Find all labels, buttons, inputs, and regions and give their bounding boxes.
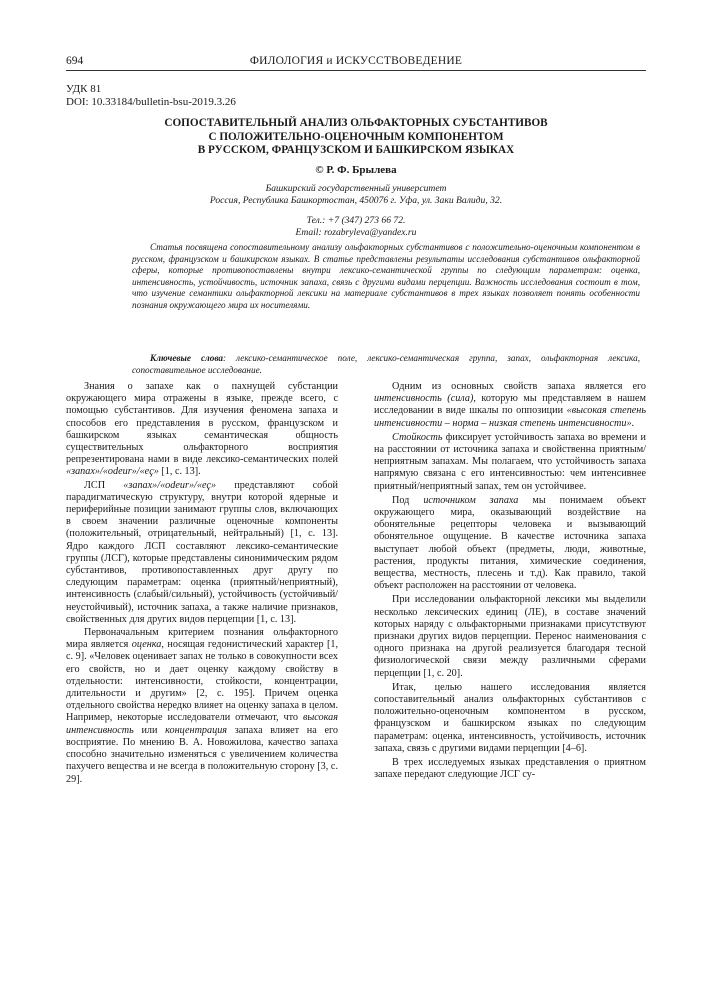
abstract: Статья посвящена сопоставительному анализу ольфакторных субстантивов с положительно-оценочным компонентом в русском, французском и башкирском языках. В статье представлены результаты исследования субстантивов ольфакторной сферы, которые противопоставлены внутри лексико-семантической группы по следующим параметрам: оценка, интенсивность, устойчивость, источник запаха, связь с другими видами перцепции. Важность исследования состоит в том, что изучение семантики ольфакторной лексики на материале субстантивов в трех языках позволяет понять особенности познания окружающего мира их носителями. <box>132 242 640 310</box>
phone: Тел.: +7 (347) 273 66 72. <box>306 215 406 226</box>
affiliation-institution: Башкирский государственный университет <box>265 183 447 194</box>
keywords-label: Ключевые слова <box>150 353 223 363</box>
title-line-3: В РУССКОМ, ФРАНЦУЗСКОМ И БАШКИРСКОМ ЯЗЫКАХ <box>197 144 515 156</box>
article-title <box>66 117 646 158</box>
right-column <box>374 381 646 784</box>
paragraph: Под источником запаха мы понимаем объект окружающего мира, оказывающий воздействие на обонятельные рецепторы человека и вызывающий обонятельное ощущение. В качестве источника запаха выступает любой объект (предметы, люди, животные, растения, продукты питания, химические соединения, вещества, местность, плесень и т.д). Как правило, такой объект расположен на расстоянии от человека. <box>374 494 646 592</box>
affiliation <box>66 183 646 207</box>
keywords <box>132 353 640 376</box>
paragraph: Итак, целью нашего исследования является сопоставительный анализ ольфакторных субстантивов с положительно-оценочным компонентом в русском, французском и башкирском языках по следующим параметрам: оценка, интенсивность, устойчивость, источник запаха, связь с другими видами перцепции [4–6]. <box>374 681 646 754</box>
paragraph: Стойкость фиксирует устойчивость запаха во времени и на расстоянии от источника запаха и свойственна приятным/неприятным запахам. Мы полагаем, что устойчивость запаха напрямую связана с его интенсивностью: чем интенсивнее приятный/неприятный запах, тем он устойчивее. <box>374 431 646 492</box>
author: © Р. Ф. Брылева <box>315 164 397 176</box>
title-line-1: СОПОСТАВИТЕЛЬНЫЙ АНАЛИЗ ОЛЬФАКТОРНЫХ СУБСТАНТИВОВ <box>164 117 548 129</box>
paragraph: ЛСП «запах»/«odeur»/«еҫ» представляют собой парадигматическую структуру, внутри которой ядерные и периферийные позиции занимают группы слов, включающих в своем значении различные оценочные компоненты (положительный, отрицательный, нейтральный) [1, с. 13]. Ядро каждого ЛСП составляют лексико-семантические группы (ЛСГ), которые представлены синонимическим рядом субстантивов, противопоставленных друг другу по следующим параметрам: оценка (приятный/неприятный), интенсивность (слабый/сильный), устойчивость (устойчивый/неустойчивый), источник запаха, а также наличие признаков, свойственных для других видов перцепции [1, с. 13]. <box>66 479 338 625</box>
paragraph: В трех исследуемых языках представления о приятном запахе передают следующие ЛСГ су- <box>374 757 646 781</box>
email: Email: rozabryleva@yandex.ru <box>295 227 417 238</box>
udk-code: УДК 81 <box>66 83 102 95</box>
page-number: 694 <box>66 55 84 67</box>
paragraph: Знания о запахе как о пахнущей субстанции окружающего мира отражены в языке, прежде всего, с помощью субстантивов. Для изучения феномена запаха и способов его представления в русском, французском и башкирском языках семантическая общность существительных ольфакторного восприятия репрезентирована нами в виде лексико-семантических полей «запах»/«odeur»/«еҫ» [1, с. 13]. <box>66 381 338 478</box>
keywords-text: : лексико-семантическое поле, лексико-семантическая группа, запах, ольфакторная лексика, сопоставительное исследование. <box>132 353 640 375</box>
paragraph: Одним из основных свойств запаха является его интенсивность (сила), которую мы представляем в нашем исследовании в виде шкалы по оппозиции «высокая степень интенсивности – норма – низкая степень интенсивности». <box>374 381 646 429</box>
left-column <box>66 381 338 786</box>
contact-info <box>66 215 646 239</box>
paragraph: При исследовании ольфакторной лексики мы выделили несколько лексических единиц (ЛЕ), в составе значений которых наряду с ольфакторными признаками присутствуют признаки других видов перцепции. Перенос наименования с одного признака на другой реализуется благодаря тесной физиологической связи между различными сферами перцепции [1, с. 20]. <box>374 594 646 679</box>
paragraph: Первоначальным критерием познания ольфакторного мира является оценка, носящая гедонистический характер [1, с. 9]. «Человек оценивает запах не только в совокупности всех его свойств, но и дает оценку каждому свойству в отдельности: интенсивности, стойкости, концентрации, длительности и другим» [2, с. 195]. Причем оценка отдельного свойства нередко влияет на оценку запаха в целом. Например, некоторые исследователи отмечают, что высокая интенсивность или концентрация запаха влияет на его восприятие. По мнению В. А. Новожилова, качество запаха способно значительно изменяться с увеличением количества пахучего вещества и не всегда в положительную сторону [3, с. 29]. <box>66 627 338 785</box>
running-header <box>66 54 646 71</box>
journal-section-title: ФИЛОЛОГИЯ и ИСКУССТВОВЕДЕНИЕ <box>249 55 463 67</box>
article-meta <box>66 83 236 109</box>
affiliation-address: Россия, Республика Башкортостан, 450076 г. Уфа, ул. Заки Валиди, 32. <box>209 195 503 206</box>
doi: DOI: 10.33184/bulletin-bsu-2019.3.26 <box>66 96 236 108</box>
title-line-2: С ПОЛОЖИТЕЛЬНО-ОЦЕНОЧНЫМ КОМПОНЕНТОМ <box>208 130 504 143</box>
